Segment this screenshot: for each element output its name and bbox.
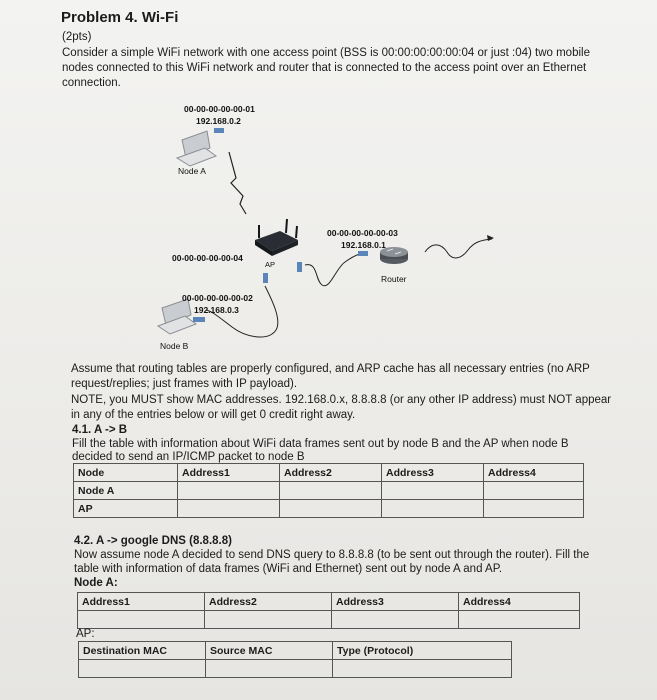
ap-label: AP <box>265 260 276 269</box>
nic-icon-ap-vertical <box>263 273 268 283</box>
answer-cell[interactable] <box>178 500 280 518</box>
problem-title: Problem 4. Wi-Fi <box>61 9 179 26</box>
problem-points: (2pts) <box>62 31 92 43</box>
router-mac: 00-00-00-00-00-03 <box>327 228 398 238</box>
table-header-cell: Address4 <box>459 593 580 611</box>
node-a-ip: 192.168.0.2 <box>196 116 241 126</box>
table-header-cell: Address4 <box>484 464 584 482</box>
answer-cell[interactable] <box>178 482 280 500</box>
q41-text-2: decided to send an IP/ICMP packet to node B <box>72 451 305 463</box>
laptop-icon-node-a <box>177 131 216 166</box>
answer-cell[interactable] <box>459 611 580 629</box>
answer-cell[interactable] <box>333 660 512 678</box>
q42-ap-table <box>78 641 512 678</box>
nic-icon-router <box>358 251 368 256</box>
node-a-label: Node A <box>178 166 206 176</box>
table-header-row <box>79 642 512 660</box>
router-ip: 192.168.0.1 <box>341 240 386 250</box>
assumption-line-4: in any of the entries below or will get 0 credit right away. <box>71 409 356 421</box>
answer-cell[interactable] <box>79 660 206 678</box>
table-row <box>79 660 512 678</box>
intro-line-2: nodes connected to this WiFi network and router that is connected to the access point over an Ethernet <box>62 62 587 74</box>
node-a-mac: 00-00-00-00-00-01 <box>184 104 255 114</box>
table-header-cell: Type (Protocol) <box>333 642 512 660</box>
answer-cell[interactable] <box>206 660 333 678</box>
q41-text-1: Fill the table with information about WiFi data frames sent out by node B and the AP when node B <box>72 438 569 450</box>
table-header-cell: Address1 <box>178 464 280 482</box>
table-header-cell: Destination MAC <box>79 642 206 660</box>
node-b-ip: 192.168.0.3 <box>194 305 239 315</box>
table-header-row <box>74 464 584 482</box>
table-header-cell: Source MAC <box>206 642 333 660</box>
q42-ap-label: AP: <box>76 628 95 640</box>
answer-cell[interactable] <box>382 482 484 500</box>
table-cell: Node A <box>74 482 178 500</box>
assumption-line-1: Assume that routing tables are properly configured, and ARP cache has all necessary entries (no ARP <box>71 363 590 375</box>
answer-cell[interactable] <box>332 611 459 629</box>
q41-table <box>73 463 584 518</box>
table-row <box>74 482 584 500</box>
answer-cell[interactable] <box>382 500 484 518</box>
internet-link <box>425 239 492 258</box>
answer-cell[interactable] <box>280 482 382 500</box>
intro-line-1: Consider a simple WiFi network with one access point (BSS is 00:00:00:00:00:04 or just :04) two mobile <box>62 47 590 59</box>
q42-heading: 4.2. A -> google DNS (8.8.8.8) <box>74 535 232 547</box>
table-header-cell: Address3 <box>332 593 459 611</box>
table-header-cell: Address3 <box>382 464 484 482</box>
assumption-line-2: request/replies; just frames with IP payload). <box>71 378 298 390</box>
router-label: Router <box>381 274 407 284</box>
answer-cell[interactable] <box>280 500 382 518</box>
node-b-label: Node B <box>160 341 189 351</box>
nic-icon-node-b <box>193 317 205 322</box>
q41-heading: 4.1. A -> B <box>72 424 128 436</box>
table-header-row <box>78 593 580 611</box>
answer-cell[interactable] <box>205 611 332 629</box>
q42-text-2: table with information of data frames (WiFi and Ethernet) sent out by node A and AP. <box>74 563 503 575</box>
ap-mac: 00-00-00-00-00-04 <box>172 253 243 263</box>
laptop-icon-node-b <box>158 299 196 334</box>
assumption-line-3: NOTE, you MUST show MAC addresses. 192.168.0.x, 8.8.8.8 (or any other IP address) must NOT appear <box>71 394 612 406</box>
answer-cell[interactable] <box>484 500 584 518</box>
answer-cell[interactable] <box>484 482 584 500</box>
table-header-cell: Node <box>74 464 178 482</box>
nic-icon-node-a <box>214 128 224 133</box>
table-row <box>78 611 580 629</box>
wireless-link-a <box>229 152 246 214</box>
intro-line-3: connection. <box>62 77 121 89</box>
q42-node-a-table <box>77 592 580 629</box>
table-header-cell: Address2 <box>280 464 382 482</box>
nic-icon-ap-eth <box>297 262 302 272</box>
table-header-cell: Address2 <box>205 593 332 611</box>
arrow-icon <box>487 235 494 241</box>
table-cell: AP <box>74 500 178 518</box>
ethernet-link <box>305 254 360 286</box>
q42-node-a-label: Node A: <box>74 577 118 589</box>
node-b-mac: 00-00-00-00-00-02 <box>182 293 253 303</box>
q42-text-1: Now assume node A decided to send DNS query to 8.8.8.8 (to be sent out through the router). Fill the <box>74 549 590 561</box>
table-row <box>74 500 584 518</box>
access-point-icon <box>255 219 298 256</box>
answer-cell[interactable] <box>78 611 205 629</box>
table-header-cell: Address1 <box>78 593 205 611</box>
